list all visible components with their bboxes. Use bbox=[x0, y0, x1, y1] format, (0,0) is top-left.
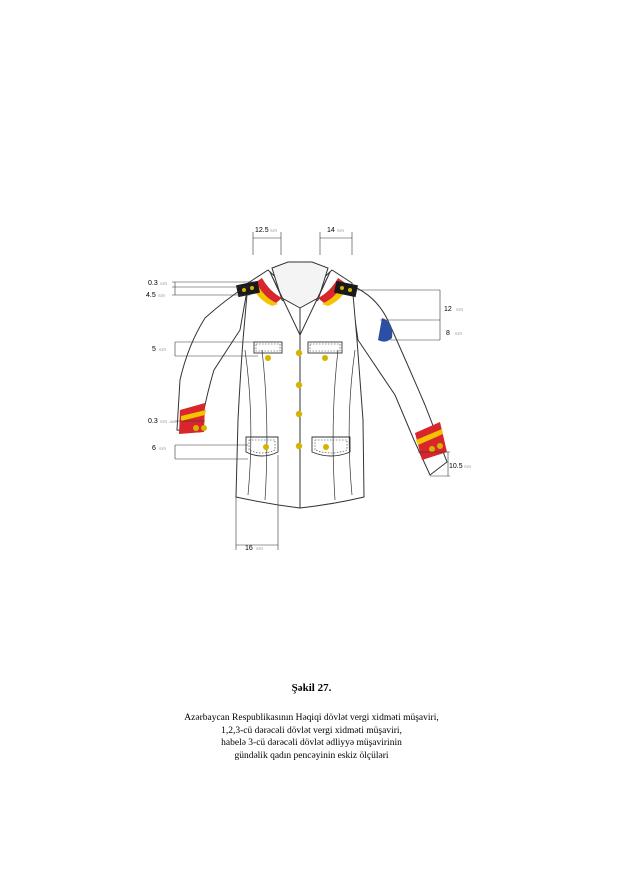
epaulette-right-star bbox=[348, 288, 352, 292]
epaulette-left-star bbox=[242, 288, 246, 292]
cuff-left-button bbox=[193, 425, 199, 431]
figure-title: Şəkil 27. bbox=[291, 682, 332, 694]
dim-value: 6 bbox=[152, 445, 156, 452]
dim-unit: SITI bbox=[270, 228, 278, 233]
dim-value: 0.3 bbox=[148, 418, 158, 425]
dim-unit: SITI bbox=[158, 293, 166, 298]
front-button bbox=[296, 382, 302, 388]
dim-value: 14 bbox=[327, 227, 335, 234]
epaulette-right-star bbox=[340, 286, 344, 290]
caption-line: Azərbaycan Respublikasının Həqiqi dövlət vergi xidməti müşaviri, bbox=[184, 713, 439, 723]
dim-value: 16 bbox=[245, 545, 253, 552]
dim-value: 8 bbox=[446, 330, 450, 337]
dim-unit: SITI bbox=[159, 347, 167, 352]
dim-unit: SITI bbox=[256, 546, 264, 551]
dim-unit: SITI bbox=[160, 281, 168, 286]
dim-unit: SITI bbox=[159, 446, 167, 451]
dim-value: 5 bbox=[152, 346, 156, 353]
chest-pocket-button bbox=[322, 355, 328, 361]
dim-value: 12.5 bbox=[255, 227, 269, 234]
dim-value: 0.3 bbox=[148, 280, 158, 287]
dim-unit: SITI bbox=[456, 307, 464, 312]
dim-unit: SITI bbox=[455, 331, 463, 336]
front-button bbox=[296, 350, 302, 356]
cuff-right-button bbox=[429, 446, 435, 452]
chest-pocket-button bbox=[265, 355, 271, 361]
epaulette-left-star bbox=[250, 286, 254, 290]
dim-unit: SITI -400 bbox=[160, 419, 177, 424]
front-button bbox=[296, 411, 302, 417]
figure-caption bbox=[0, 712, 623, 762]
front-button bbox=[296, 443, 302, 449]
cuff-left-button bbox=[201, 425, 207, 431]
dim-value: 10.5 bbox=[449, 463, 463, 470]
caption-line: 1,2,3-cü dərəcəli dövlət vergi xidməti müşaviri, bbox=[221, 725, 402, 736]
caption-line: habelə 3-cü dərəcəli dövlət ədliyyə müşavirinin bbox=[221, 738, 402, 748]
lower-pocket-button bbox=[263, 444, 269, 450]
lower-pocket-button bbox=[323, 444, 329, 450]
cuff-right-button bbox=[437, 443, 443, 449]
jacket-drawing bbox=[177, 262, 447, 508]
dim-unit: SITI bbox=[337, 228, 345, 233]
dim-value: 4.5 bbox=[146, 292, 156, 299]
dim-unit: SITI bbox=[464, 464, 472, 469]
caption-line: gündəlik qadın pencəyinin eskiz ölçüləri bbox=[234, 750, 389, 761]
dim-value: 12 bbox=[444, 306, 452, 313]
